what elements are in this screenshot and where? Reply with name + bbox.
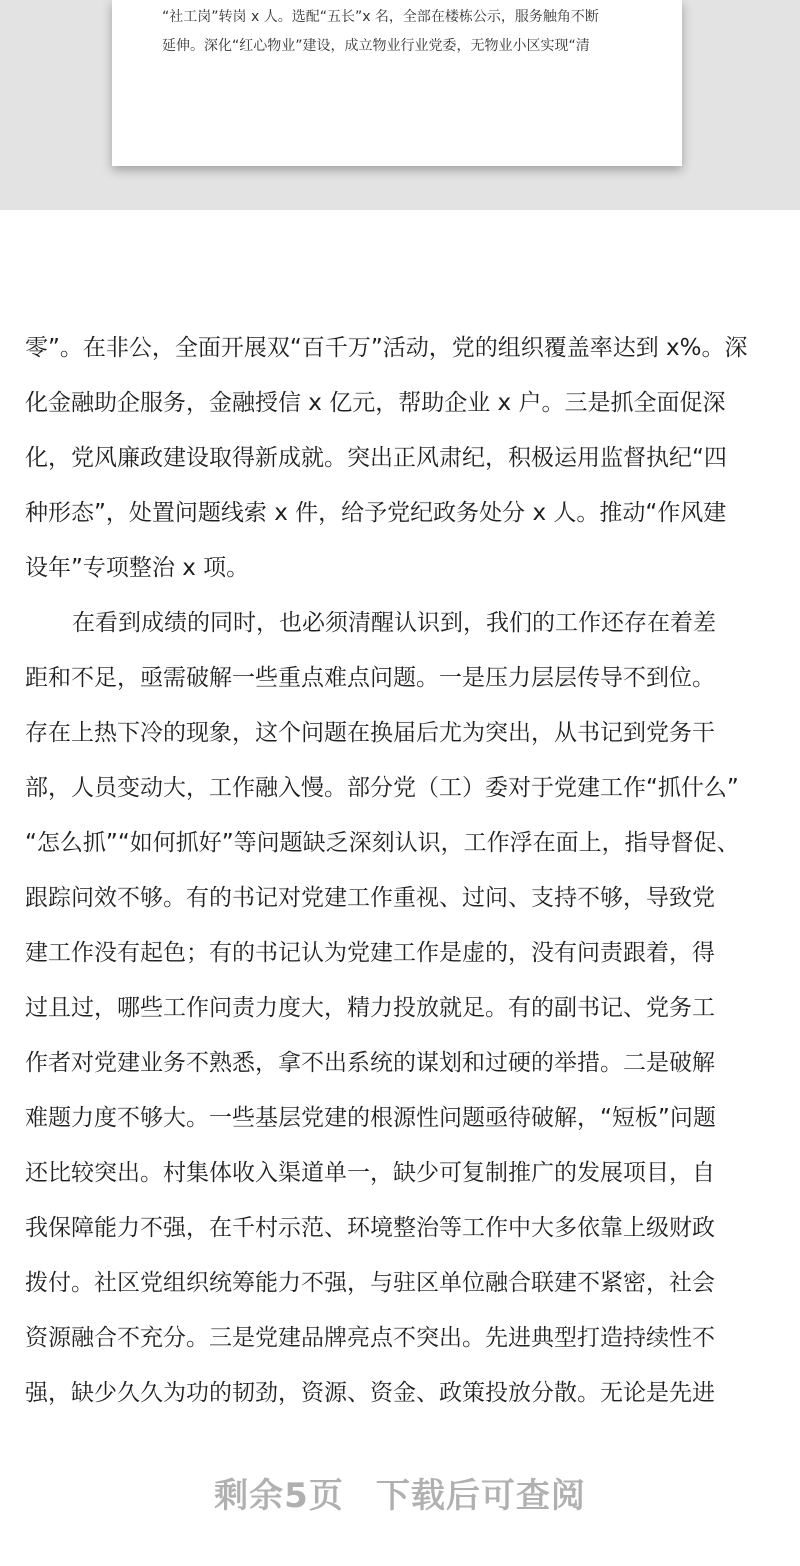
body-line: “怎么抓”“如何抓好”等问题缺乏深刻认识，工作浮在面上，指导督促、 xyxy=(25,830,740,856)
body-line: 难题力度不够大。一些基层党建的根源性问题亟待破解，“短板”问题 xyxy=(25,1105,716,1131)
body-line: 作者对党建业务不熟悉，拿不出系统的谋划和过硬的举措。二是破解 xyxy=(25,1050,715,1076)
body-line: 零”。在非公，全面开展双“百千万”活动，党的组织覆盖率达到 x%。深 xyxy=(25,335,748,361)
preview-line: 延伸。深化“红心物业”建设，成立物业行业党委，无物业小区实现“清 xyxy=(162,38,590,54)
download-prompt[interactable] xyxy=(0,1468,800,1517)
body-line: 建工作没有起色；有的书记认为党建工作是虚的，没有问责跟着，得 xyxy=(25,940,715,966)
body-line: 我保障能力不强，在千村示范、环境整治等工作中大多依靠上级财政 xyxy=(25,1215,715,1241)
preview-page-card xyxy=(112,0,682,166)
body-line: 资源融合不充分。三是党建品牌亮点不突出。先进典型打造持续性不 xyxy=(25,1325,715,1351)
body-line: 存在上热下冷的现象，这个问题在换届后尤为突出，从书记到党务干 xyxy=(25,720,715,746)
body-line: 在看到成绩的同时，也必须清醒认识到，我们的工作还存在着差 xyxy=(72,610,716,636)
body-line: 种形态”，处置问题线索 x 件，给予党纪政务处分 x 人。推动“作风建 xyxy=(25,500,727,526)
download-to-view-link[interactable]: 下载后可查阅 xyxy=(375,1476,586,1516)
preview-line: “社工岗”转岗 x 人。选配“五长”x 名，全部在楼栋公示，服务触角不断 xyxy=(162,9,599,25)
body-line: 化金融助企服务，金融授信 x 亿元，帮助企业 x 户。三是抓全面促深 xyxy=(25,390,726,416)
remaining-pages-label: 剩余5页 xyxy=(214,1476,344,1516)
body-line: 部，人员变动大，工作融入慢。部分党（工）委对于党建工作“抓什么” xyxy=(25,775,739,801)
body-line: 强，缺少久久为功的韧劲，资源、资金、政策投放分散。无论是先进 xyxy=(25,1380,715,1406)
body-line: 还比较突出。村集体收入渠道单一，缺少可复制推广的发展项目，自 xyxy=(25,1160,715,1186)
body-line: 距和不足，亟需破解一些重点难点问题。一是压力层层传导不到位。 xyxy=(25,665,715,691)
body-line: 拨付。社区党组织统筹能力不强，与驻区单位融合联建不紧密，社会 xyxy=(25,1270,715,1296)
body-line: 跟踪问效不够。有的书记对党建工作重视、过问、支持不够，导致党 xyxy=(25,885,715,911)
body-line: 设年”专项整治 x 项。 xyxy=(25,555,250,581)
body-line: 过且过，哪些工作问责力度大，精力投放就足。有的副书记、党务工 xyxy=(25,995,715,1021)
body-line: 化，党风廉政建设取得新成就。突出正风肃纪，积极运用监督执纪“四 xyxy=(25,445,727,471)
